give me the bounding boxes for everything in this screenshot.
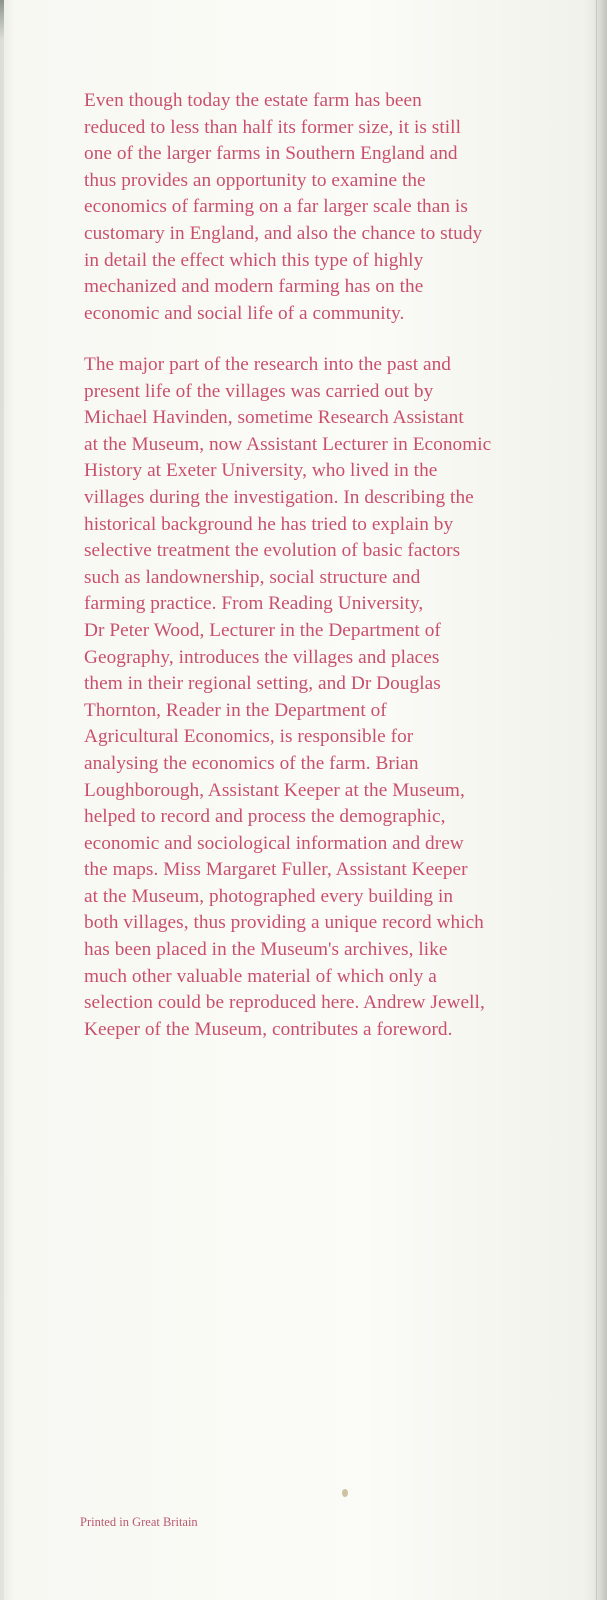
paragraph-estate-farm: Even though today the estate farm has been reduced to less than half its former size, it is still one of the larger farms in Southern England and thus provides an opportunity to examine the economics of farming on a far larger scale than is customary in England, and also the chance to study in detail the effect which this type of highly mechanized and modern farming has on the economic and social life of a community.	[84, 90, 483, 324]
page-left-edge	[0, 0, 4, 1600]
printed-in-note: Printed in Great Britain	[80, 1515, 198, 1529]
page-right-shadow	[593, 0, 607, 1600]
paper-speck	[342, 1489, 348, 1497]
paragraph-research-credits: The major part of the research into the past and present life of the villages was carried out by Michael Havinden, sometime Research Assistant at the Museum, now Assistant Lecturer in Economic History at Exeter University, who lived in the villages during the investigation. In describing the historical background he has tried to explain by selective treatment the evolution of basic factors such as landownership, social structure and farming practice. From Reading University, Dr Peter Wood, Lecturer in the Department of Geography, introduces the villages and places them in their regional setting, and Dr Douglas Thornton, Reader in the Department of Agricultural Economics, is responsible for analysing the economics of the farm. Brian Loughborough, Assistant Keeper at the Museum, helped to record and process the demographic, economic and sociological information and drew the maps. Miss Margaret Fuller, Assistant Keeper at the Museum, photographed every building in both villages, thus providing a unique record which has been placed in the Museum's archives, like much other valuable material of which only a selection could be reproduced here. Andrew Jewell, Keeper of the Museum, contributes a foreword.	[84, 354, 492, 1040]
